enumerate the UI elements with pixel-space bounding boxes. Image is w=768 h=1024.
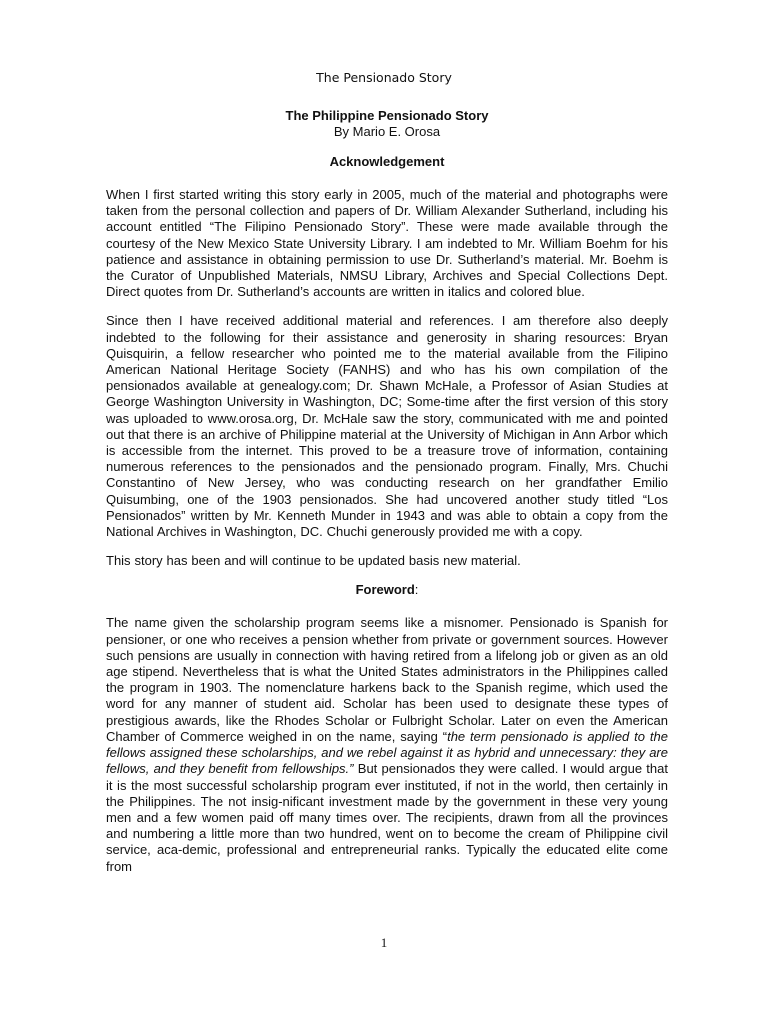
acknowledgement-paragraph-1: When I first started writing this story early in 2005, much of the material and photographs were taken from the personal collection and papers of Dr. William Alexander Sutherland, including his account entitled “The Filipino Pensionado Story”. These were made available through the courtesy of the New Mexico State University Library. I am indebted to Mr. William Boehm for his patience and assistance in obtaining permission to use Dr. Sutherland’s material. Mr. Boehm is the Curator of Unpublished Materials, NMSU Library, Archives and Special Collections Dept. Direct quotes from Dr. Sutherland’s accounts are written in italics and colored blue. [106,187,668,300]
running-header: The Pensionado Story [316,70,452,85]
foreword-text-part-2: But pensionados they were called. I would argue that it is the most successful scholarship program ever instituted, if not in the world, then certainly in the Philippines. The not insig-nificant investment made by the government in these very young men and a few women paid off many times over. The recipients, drawn from all the provinces and numbering a little more than two hundred, went on to become the cream of Philippine civil service, aca-demic, professional and entrepreneurial ranks. Typically the educated elite come from [106,761,668,874]
foreword-text-part-1: The name given the scholarship program seems like a misnomer. Pensionado is Spanish for pensioner, or one who receives a pension whether from private or government sources. However such pensions are usually in connection with having retired from a lifelong job or given as an old age stipend. Nevertheless that is what the United States administrators in the Philippines called the program in 1903. The nomenclature harkens back to the Spanish regime, which used the word for any manner of student aid. Scholar has been used to designate these types of prestigious awards, like the Rhodes Scholar or Fulbright Scholar. Later on even the American Chamber of Commerce weighed in on the name, saying “ [106,615,668,744]
chamber-quote: the term pensionado is applied to the fellows assigned these scholarships, and we rebel against it as hybrid and unnecessary: they are fellows, and they benefit from fellowships.” [106,728,668,777]
acknowledgement-paragraph-2: Since then I have received additional material and references. I am therefore also deeply indebted to the following for their assistance and generosity in sharing resources: Bryan Quisquirin, a fellow researcher who pointed me to the material available from the Filipino American National Heritage Society (FANHS) and who has his own compilation of the pensionados available at genealogy.com; Dr. Shawn McHale, a Professor of Asian Studies at George Washington University in Washington, DC; Some-time after the first version of this story was uploaded to www.orosa.org, Dr. McHale saw the story, communicated with me and pointed out that there is an archive of Philippine material at the University of Michigan in Ann Arbor which is accessible from the internet. This proved to be a treasure trove of information, containing numerous references to the pensionados and the pensionado program. Finally, Mrs. Chuchi Constantino of New Jersey, who was conducting research on her grandfather Emilio Quisumbing, one of the 1903 pensionados. She had uncovered another study titled “Los Pensionados” written by Mr. Kenneth Munder in 1943 and was able to obtain a copy from the National Archives in Washington, DC. Chuchi generously provided me with a copy. [106,313,668,540]
foreword-heading: Foreword [355,582,415,598]
foreword-colon: : [414,582,419,598]
page-number: 1 [380,935,388,950]
acknowledgement-paragraph-3: This story has been and will continue to be updated basis new material. [106,553,521,569]
page-content [106,108,668,888]
document-title: The Philippine Pensionado Story [285,108,489,123]
acknowledgement-heading: Acknowledgement [329,154,445,169]
author-byline: By Mario E. Orosa [333,124,441,139]
foreword-paragraph [106,615,668,874]
foreword-heading-line [106,582,668,598]
